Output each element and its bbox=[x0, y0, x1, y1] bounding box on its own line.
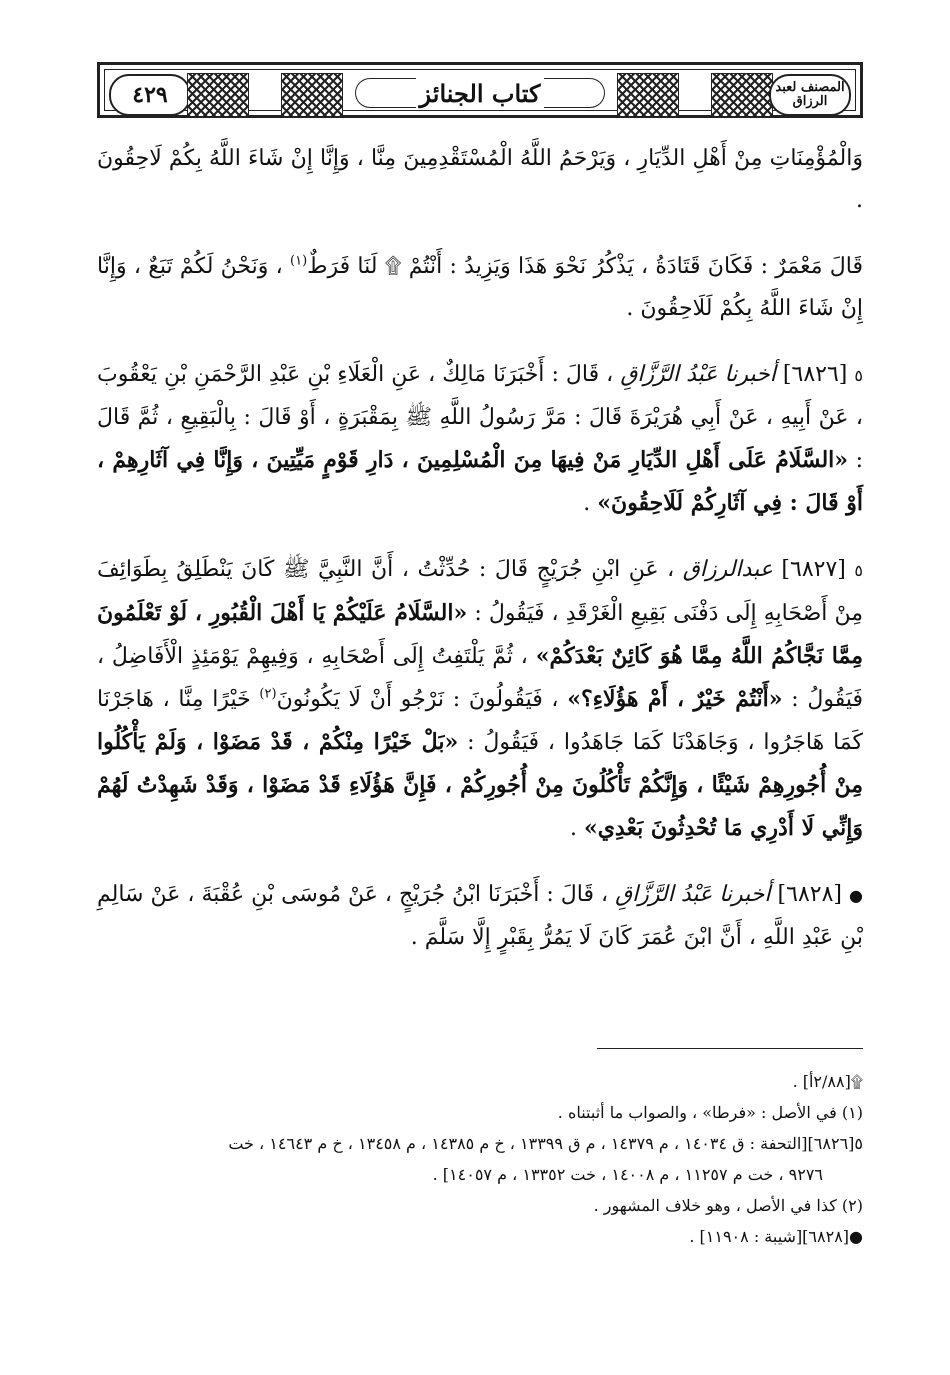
paragraph bbox=[97, 138, 863, 222]
footnote-divider bbox=[597, 1048, 863, 1049]
footnote: ٩٢٧٦ ، خت م ١١٢٥٧ ، م ١٤٠٠٨ ، خت ١٣٣٥٢ ، م ١٤٠٥٧] . bbox=[432, 1165, 823, 1184]
hadith-number: [٦٨٢٨] bbox=[777, 882, 842, 907]
main-text bbox=[97, 138, 863, 983]
text: وَالْمُؤْمِنَاتِ مِنْ أَهْلِ الدِّيَارِ ، وَيَرْحَمُ اللَّهُ الْمُسْتَقْدِمِينَ مِنَّا ، وَإِنَّا إِنْ شَاءَ اللَّهُ بِكُمْ لَاحِقُونَ . bbox=[97, 146, 863, 213]
text: ، وَنَحْنُ لَكُمْ تَبَعٌ ، وَإِنَّا إِنْ شَاءَ اللَّهُ بِكُمْ لَلَاحِقُونَ . bbox=[97, 254, 863, 321]
footnote: ٥[٦٨٢٦][التحفة : ق ١٤٠٣٤ ، م ١٤٣٧٩ ، م ق ١٣٣٩٩ ، خ م ١٤٣٨٥ ، م ١٣٤٥٨ ، خ م ١٤٦٤٣ ، خت bbox=[228, 1134, 863, 1153]
hadith-6828 bbox=[97, 874, 863, 959]
book-badge: المصنف لعبد الرزاق bbox=[769, 74, 851, 116]
paragraph bbox=[97, 246, 863, 330]
hadith-marker: ٥ bbox=[854, 561, 863, 580]
chapter-title: كتاب الجنائز bbox=[355, 74, 605, 112]
isnad: أخبرنا عَبْدُ الرَّزَّاقِ bbox=[615, 882, 771, 907]
text: ، فَيَقُولُونَ : نَرْجُو أَنْ لَا يَكُونُونَ bbox=[276, 687, 568, 712]
footnote: (١) في الأصل : «فرطا» ، والصواب ما أثبتناه . bbox=[557, 1103, 863, 1122]
footnote-ref: (٢) bbox=[259, 686, 277, 702]
hadith-marker: ● bbox=[849, 886, 863, 905]
footnote: ۩[٢/٨٨أ] . bbox=[792, 1072, 863, 1091]
ornament-pattern bbox=[711, 73, 773, 117]
prophetic-quote: «أَنْتُمْ خَيْرٌ ، أَمْ هَؤُلَاءِ؟» bbox=[567, 686, 783, 712]
ornament-pattern bbox=[187, 73, 249, 117]
text: ، عَنِ ابْنِ جُرَيْجٍ قَالَ : حُدِّثْتُ ، أَنَّ النَّبِيَّ ﷺ كَانَ يَنْطَلِقُ بِطَوَائِفَ مِنْ أَصْحَابِهِ إِلَى دَفْنَى بَقِيعِ الْغَرْقَدِ ، فَيَقُولُ : bbox=[97, 557, 863, 626]
isnad: عبدالرزاق bbox=[682, 557, 773, 582]
text: قَالَ مَعْمَرٌ : فَكَانَ قَتَادَةُ ، يَذْكُرُ نَحْوَ هَذَا وَيَزِيدُ : أَنْتُمْ ۩ لَنَا فَرَطٌ bbox=[307, 254, 863, 279]
header-frame bbox=[104, 69, 856, 111]
footnotes bbox=[97, 1066, 863, 1252]
text: . bbox=[569, 816, 584, 841]
hadith-number: [٦٨٢٧] bbox=[781, 557, 846, 582]
text: خَيْرًا مِنَّا ، هَاجَرْنَا كَمَا هَاجَرُوا ، وَجَاهَدْنَا كَمَا جَاهَدُوا ، فَيَقُولُ : bbox=[97, 687, 863, 755]
ornament-pattern bbox=[617, 73, 679, 117]
prophetic-quote: «بَلْ خَيْرًا مِنْكُمْ ، قَدْ مَضَوْا ، وَلَمْ يَأْكُلُوا مِنْ أُجُورِهِمْ شَيْئًا ، وَإِنَّكُمْ تَأْكُلُونَ مِنْ أُجُورِكُمْ ، فَإِنَّ هَؤُلَاءِ قَدْ مَضَوْا ، وَقَدْ شَهِدْتُ لَهُمْ وَإِنِّي لَا أَدْرِي مَا تُحْدِثُونَ بَعْدِي» bbox=[97, 729, 863, 841]
page-header bbox=[97, 62, 863, 118]
hadith-6827 bbox=[97, 549, 863, 850]
footnote-ref: (١) bbox=[290, 253, 308, 269]
prophetic-quote: «السَّلَامُ عَلَى أَهْلِ الدِّيَارِ مَنْ فِيهَا مِنَ الْمُسْلِمِينَ ، دَارِ قَوْمٍ مَيِّتِينَ ، وَإِنَّا فِي آثَارِهِمْ ، أَوْ قَالَ : فِي آثَارِكُمْ لَلَاحِقُونَ» bbox=[97, 447, 863, 516]
hadith-marker: ٥ bbox=[854, 366, 864, 385]
text: . bbox=[583, 491, 598, 516]
ornament-pattern bbox=[281, 73, 343, 117]
hadith-6826 bbox=[97, 354, 863, 525]
page-number: ٤٢٩ bbox=[109, 74, 191, 116]
text: ، قَالَ : أَخْبَرَنَا ابْنُ جُرَيْجٍ ، عَنْ مُوسَى بْنِ عُقْبَةَ ، عَنْ سَالِمِ بْنِ عَبْدِ اللَّهِ ، أَنَّ ابْنَ عُمَرَ كَانَ لَا يَمُرُّ بِقَبْرٍ إِلَّا سَلَّمَ . bbox=[97, 882, 863, 950]
prophetic-quote: «السَّلَامُ عَلَيْكُمْ يَا أَهْلَ الْقُبُورِ ، لَوْ تَعْلَمُونَ مِمَّا نَجَّاكُمُ اللَّهُ مِمَّا هُوَ كَائِنٌ بَعْدَكُمْ» bbox=[97, 600, 863, 669]
isnad: أخبرنا عَبْدُ الرَّزَّاقِ bbox=[620, 362, 776, 387]
footnote: (٢) كذا في الأصل ، وهو خلاف المشهور . bbox=[593, 1196, 863, 1215]
footnote: ●[٦٨٢٨][شيبة : ١١٩٠٨] . bbox=[689, 1227, 863, 1246]
text: ، ثُمَّ يَلْتَفِتُ إِلَى أَصْحَابِهِ ، وَفِيهِمْ يَوْمَئِذٍ الْأَفَاضِلُ ، فَيَقُولُ : bbox=[97, 644, 863, 712]
hadith-number: [٦٨٢٦] bbox=[782, 362, 848, 387]
text: ، قَالَ : أَخْبَرَنَا مَالِكٌ ، عَنِ الْعَلَاءِ بْنِ عَبْدِ الرَّحْمَنِ بْنِ يَعْقُوبَ ، عَنْ أَبِيهِ ، عَنْ أَبِي هُرَيْرَةَ قَالَ : مَرَّ رَسُولُ اللَّهِ ﷺ بِمَقْبَرَةٍ ، أَوْ قَالَ : بِالْبَقِيعِ ، ثُمَّ قَالَ : bbox=[97, 362, 863, 473]
